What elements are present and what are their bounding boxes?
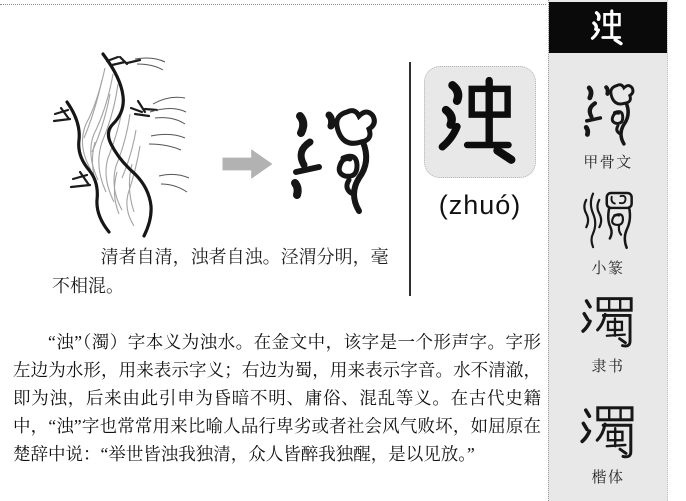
top-dotted-rule (0, 4, 546, 5)
sidebar-header-glyph (589, 9, 627, 47)
vertical-divider (409, 62, 411, 296)
seal-script-glyph (580, 188, 636, 254)
vegetation-twigs (135, 58, 189, 192)
script-entry-oracle (549, 82, 667, 172)
main-character-glyph (434, 76, 526, 168)
regular-script-label: 楷体 (591, 470, 625, 486)
script-entry-clerical (549, 294, 667, 376)
river-illustration (46, 52, 198, 240)
illustration-caption: 清者自清，浊者自浊。泾渭分明，毫不相混。 (52, 247, 389, 296)
main-character-box (424, 66, 536, 178)
bank-vegetation (54, 57, 157, 187)
script-entry-seal (549, 188, 667, 278)
right-arrow-icon (222, 147, 274, 181)
regular-script-glyph (577, 403, 639, 463)
oracle-script-glyph (577, 82, 639, 148)
ancient-script-glyph (286, 106, 378, 218)
pinyin-label: (zhuó) (438, 190, 522, 220)
script-entry-regular (549, 403, 667, 487)
seal-script-label: 小篆 (591, 261, 625, 277)
clerical-script-label: 隶书 (591, 359, 625, 375)
script-evolution-sidebar (548, 0, 668, 501)
etymology-paragraph: “浊”（濁）字本义为浊水。在金文中，该字是一个形声字。字形左边为水形，用来表示字义；右边为蜀，用来表示字音。水不清澈，即为浊，后来由此引申为昏暗不明、庸俗、混乱等义。在古代史籍中，“浊”字也常常用来比喻人品行卑劣或者社会风气败坏，如屈原在楚辞中说：“举世皆浊我独清，众人皆醉我独醒，是以见放。” (13, 332, 541, 464)
sidebar-header (549, 2, 667, 53)
river-banks (67, 54, 151, 236)
clerical-script-glyph (575, 294, 641, 352)
oracle-script-label: 甲骨文 (583, 155, 633, 171)
